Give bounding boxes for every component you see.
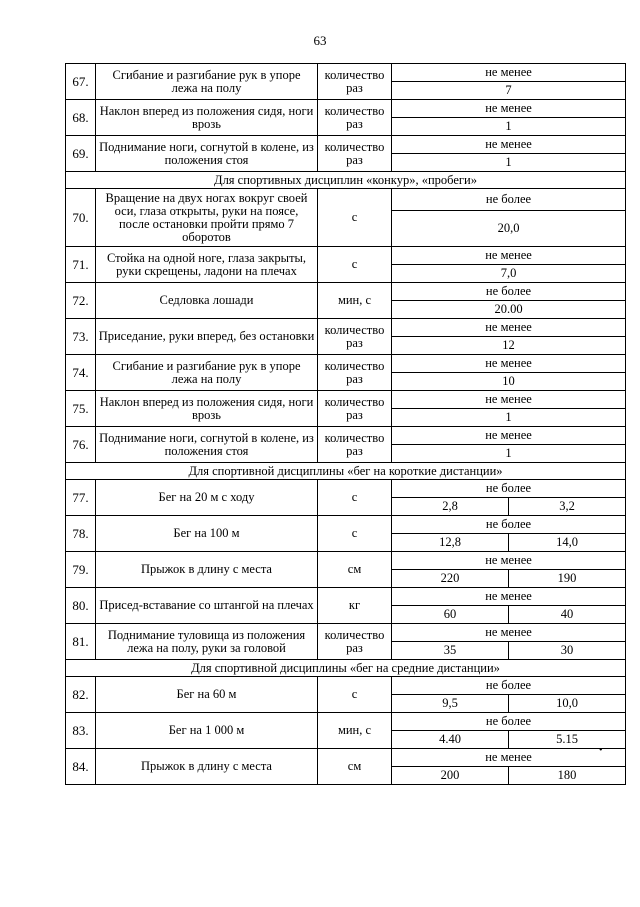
row-number: 80. — [66, 588, 96, 624]
row-number: 82. — [66, 677, 96, 713]
exercise-name: Присед-вставание со штангой на плечах — [96, 588, 318, 624]
norm-qualifier: не менее — [392, 391, 626, 409]
norm-value-1: 60 — [392, 606, 509, 624]
norm-qualifier: не менее — [392, 247, 626, 265]
norm-value-2: 3,2 — [509, 498, 626, 516]
norm-value: 10 — [392, 373, 626, 391]
norm-value-1: 4.40 — [392, 731, 509, 749]
norm-value-2: 5.15 — [509, 731, 626, 749]
section-heading: Для спортивной дисциплины «бег на короткие дистанции» — [66, 463, 626, 480]
unit-cell: кг — [318, 588, 392, 624]
table-row — [66, 677, 626, 695]
unit-cell: количество раз — [318, 319, 392, 355]
unit-cell: количество раз — [318, 136, 392, 172]
norm-value: 1 — [392, 409, 626, 427]
unit-cell: с — [318, 247, 392, 283]
norm-qualifier: не менее — [392, 624, 626, 642]
row-number: 79. — [66, 552, 96, 588]
section-row — [66, 172, 626, 189]
exercise-name: Вращение на двух ногах вокруг своей оси, глаза открыты, руки на поясе, после остановки пройти прямо 7 оборотов — [96, 189, 318, 247]
exercise-name: Приседание, руки вперед, без остановки — [96, 319, 318, 355]
norm-value-1: 12,8 — [392, 534, 509, 552]
table-row — [66, 64, 626, 82]
exercise-name: Поднимание ноги, согнутой в колене, из положения стоя — [96, 136, 318, 172]
norm-value-2: 180 — [509, 767, 626, 785]
norm-qualifier: не более — [392, 480, 626, 498]
row-number: 83. — [66, 713, 96, 749]
norm-value-1: 35 — [392, 642, 509, 660]
unit-cell: с — [318, 516, 392, 552]
norm-value: 1 — [392, 154, 626, 172]
row-number: 67. — [66, 64, 96, 100]
norm-value-2: 40 — [509, 606, 626, 624]
unit-cell: количество раз — [318, 624, 392, 660]
section-row — [66, 660, 626, 677]
exercise-name: Сгибание и разгибание рук в упоре лежа на полу — [96, 64, 318, 100]
section-row — [66, 463, 626, 480]
table-row — [66, 391, 626, 409]
table-row — [66, 283, 626, 301]
norm-value-2: 14,0 — [509, 534, 626, 552]
scan-speck: • — [599, 745, 603, 756]
norm-value-2: 30 — [509, 642, 626, 660]
unit-cell: с — [318, 480, 392, 516]
norm-value: 20,0 — [392, 211, 626, 247]
exercise-name: Наклон вперед из положения сидя, ноги врозь — [96, 391, 318, 427]
exercise-name: Седловка лошади — [96, 283, 318, 319]
table-row — [66, 552, 626, 570]
norm-value: 7,0 — [392, 265, 626, 283]
norm-value: 7 — [392, 82, 626, 100]
row-number: 74. — [66, 355, 96, 391]
table-row — [66, 588, 626, 606]
section-heading: Для спортивной дисциплины «бег на средние дистанции» — [66, 660, 626, 677]
table-row — [66, 100, 626, 118]
norm-qualifier: не более — [392, 516, 626, 534]
unit-cell: см — [318, 552, 392, 588]
unit-cell: количество раз — [318, 100, 392, 136]
norm-qualifier: не менее — [392, 588, 626, 606]
table-row — [66, 713, 626, 731]
norm-value: 1 — [392, 445, 626, 463]
unit-cell: количество раз — [318, 355, 392, 391]
unit-cell: мин, с — [318, 713, 392, 749]
exercise-name: Прыжок в длину с места — [96, 749, 318, 785]
row-number: 77. — [66, 480, 96, 516]
table-row — [66, 247, 626, 265]
norm-qualifier: не более — [392, 677, 626, 695]
table-row — [66, 480, 626, 498]
norm-value-1: 200 — [392, 767, 509, 785]
norm-value: 12 — [392, 337, 626, 355]
unit-cell: см — [318, 749, 392, 785]
unit-cell: количество раз — [318, 427, 392, 463]
unit-cell: с — [318, 677, 392, 713]
table-row — [66, 189, 626, 211]
unit-cell: количество раз — [318, 391, 392, 427]
row-number: 72. — [66, 283, 96, 319]
table-row — [66, 516, 626, 534]
norm-qualifier: не менее — [392, 749, 626, 767]
norm-value-2: 10,0 — [509, 695, 626, 713]
norm-value-2: 190 — [509, 570, 626, 588]
norm-value-1: 9,5 — [392, 695, 509, 713]
norm-qualifier: не менее — [392, 427, 626, 445]
norm-qualifier: не менее — [392, 355, 626, 373]
row-number: 76. — [66, 427, 96, 463]
row-number: 81. — [66, 624, 96, 660]
row-number: 71. — [66, 247, 96, 283]
section-heading: Для спортивных дисциплин «конкур», «пробеги» — [66, 172, 626, 189]
norm-value-1: 2,8 — [392, 498, 509, 516]
unit-cell: с — [318, 189, 392, 247]
table-row — [66, 427, 626, 445]
norm-qualifier: не более — [392, 713, 626, 731]
norm-qualifier: не более — [392, 283, 626, 301]
norm-value: 20.00 — [392, 301, 626, 319]
row-number: 69. — [66, 136, 96, 172]
exercise-name: Поднимание туловища из положения лежа на полу, руки за головой — [96, 624, 318, 660]
exercise-name: Бег на 60 м — [96, 677, 318, 713]
norm-qualifier: не более — [392, 189, 626, 211]
exercise-name: Сгибание и разгибание рук в упоре лежа на полу — [96, 355, 318, 391]
exercise-name: Наклон вперед из положения сидя, ноги врозь — [96, 100, 318, 136]
row-number: 68. — [66, 100, 96, 136]
standards-table — [65, 63, 626, 785]
norm-qualifier: не менее — [392, 319, 626, 337]
row-number: 73. — [66, 319, 96, 355]
table-row — [66, 319, 626, 337]
row-number: 84. — [66, 749, 96, 785]
norm-qualifier: не менее — [392, 100, 626, 118]
exercise-name: Бег на 100 м — [96, 516, 318, 552]
exercise-name: Бег на 20 м с ходу — [96, 480, 318, 516]
row-number: 70. — [66, 189, 96, 247]
exercise-name: Стойка на одной ноге, глаза закрыты, руки скрещены, ладони на плечах — [96, 247, 318, 283]
page-number: 63 — [313, 33, 327, 48]
exercise-name: Поднимание ноги, согнутой в колене, из положения стоя — [96, 427, 318, 463]
exercise-name: Прыжок в длину с места — [96, 552, 318, 588]
table-row — [66, 624, 626, 642]
unit-cell: мин, с — [318, 283, 392, 319]
norm-qualifier: не менее — [392, 552, 626, 570]
table-row — [66, 355, 626, 373]
norm-qualifier: не менее — [392, 136, 626, 154]
exercise-name: Бег на 1 000 м — [96, 713, 318, 749]
row-number: 78. — [66, 516, 96, 552]
table-row — [66, 136, 626, 154]
norm-qualifier: не менее — [392, 64, 626, 82]
table-row — [66, 749, 626, 767]
norm-value-1: 220 — [392, 570, 509, 588]
row-number: 75. — [66, 391, 96, 427]
norm-value: 1 — [392, 118, 626, 136]
unit-cell: количество раз — [318, 64, 392, 100]
